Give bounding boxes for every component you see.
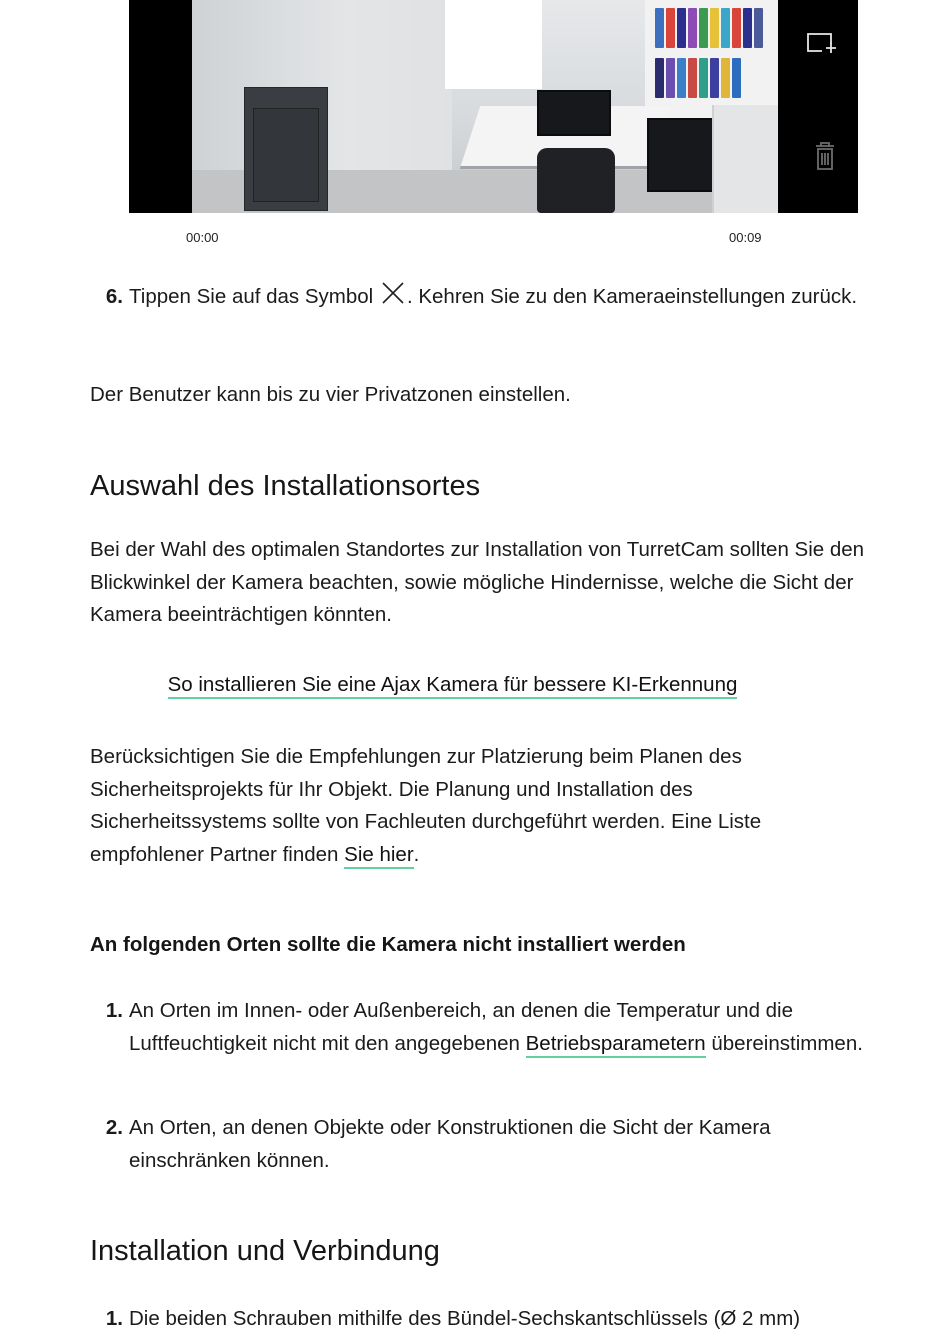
monitor [537, 90, 611, 136]
paragraph: Berücksichtigen Sie die Empfehlungen zur Platzierung beim Planen des Sicherheitsprojekts für Ihr Objekt. Die Planung und Installation des Sicherheitssystems sollte von Fachleuten durchgeführt werden. Eine Liste empfohlener Partner finden Sie hier. [90, 741, 870, 871]
list-item-step-6 [90, 281, 870, 347]
list-number: 1. [105, 999, 123, 1022]
toolbar-icons [778, 0, 858, 213]
list-item-text: An Orten, an denen Objekte oder Konstruktionen die Sicht der Kamera einschränken können. [129, 1116, 771, 1172]
zone-toolbar [778, 0, 858, 213]
partners-link[interactable]: Sie hier [344, 843, 414, 869]
section-heading: Auswahl des Installationsortes [90, 470, 481, 502]
trash-icon[interactable] [816, 143, 834, 169]
office-chair [537, 148, 615, 213]
camera-image [192, 0, 779, 213]
privacy-zone-mask[interactable] [445, 0, 542, 89]
ai-detection-guide-link[interactable]: So installieren Sie eine Ajax Kamera für bessere KI-Erkennung [168, 673, 738, 699]
list-item-text: Die beiden Schrauben mithilfe des Bündel-Sechskantschlüssels (Ø 2 mm) [129, 1307, 801, 1330]
camera-preview [129, 0, 858, 213]
cabinet [712, 105, 779, 213]
time-start: 00:00 [186, 230, 219, 245]
subsection-heading: An folgenden Orten sollte die Kamera nicht installiert werden [90, 933, 686, 956]
section-heading: Installation und Verbindung [90, 1235, 440, 1267]
list-number: 1. [105, 1307, 123, 1330]
list-item-text: An Orten im Innen- oder Außenbereich, an denen die Temperatur und die Luftfeuchtigkeit nicht mit den angegebenen Betriebsparametern übereinstimmen. [129, 995, 869, 1060]
safe-cabinet [244, 87, 328, 211]
list-number: 2. [105, 1116, 123, 1139]
add-zone-icon[interactable] [808, 34, 836, 53]
list-item [90, 995, 870, 1095]
safe-door [253, 108, 319, 202]
list-item [90, 1303, 870, 1344]
featured-link-block [0, 669, 905, 701]
privacy-zone-note: Der Benutzer kann bis zu vier Privatzonen einstellen. [90, 383, 571, 406]
paragraph: Bei der Wahl des optimalen Standortes zur Installation von TurretCam sollten Sie den Blickwinkel der Kamera beachten, sowie mögliche Hindernisse, welche die Sicht der Kamera beeinträchtigen könnten. [90, 538, 865, 626]
time-end: 00:09 [729, 230, 762, 245]
list-item-text: Tippen Sie auf das Symbol . Kehren Sie zu den Kameraeinstellungen zurück. [129, 281, 869, 314]
close-x-icon [381, 281, 405, 305]
list-item [90, 1112, 870, 1178]
operating-parameters-link[interactable]: Betriebsparametern [526, 1032, 706, 1058]
bookshelf [645, 0, 779, 120]
list-number: 6. [105, 285, 123, 308]
